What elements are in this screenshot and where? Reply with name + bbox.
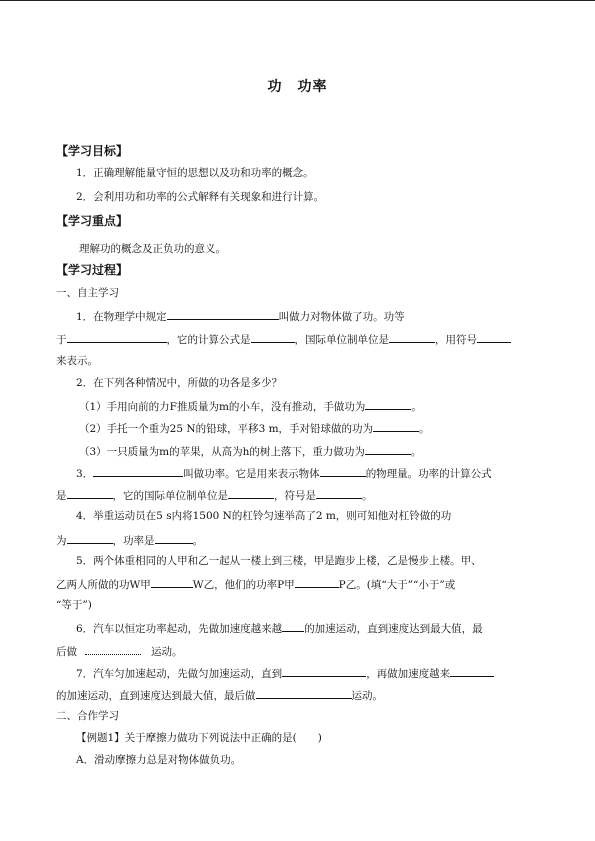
text: （3）一只质量为m的苹果，从高为h的树上落下，重力做功为 [79, 446, 365, 458]
text: 的物理量。功率的计算公式 [365, 468, 492, 480]
text: W乙，他们的功率P甲 [192, 579, 295, 591]
text: ，国际单位制单位是 [294, 334, 389, 346]
goal-item: 1．正确理解能量守恒的思想以及功和功率的概念。 [76, 167, 314, 179]
question-6-line-1 [76, 620, 483, 636]
question-6-line-2 [56, 643, 183, 659]
question-4-line-1: 4．举重运动员在5 s内将1500 N的杠铃匀速举高了2 m，则可知他对杠铃做的功 [76, 510, 452, 522]
text: 为 [56, 535, 67, 547]
blank[interactable] [85, 643, 141, 655]
text: 运动。 [351, 690, 383, 702]
text: 后做 [56, 646, 77, 658]
question-2-item-1 [79, 398, 422, 414]
text: 于 [56, 334, 67, 346]
blank[interactable] [67, 532, 113, 544]
example-1-option-a: A．滑动摩擦力总是对物体做负功。 [76, 754, 242, 766]
blank[interactable] [450, 665, 494, 677]
text: ，功率是 [112, 535, 155, 547]
text: 。 [362, 490, 373, 502]
text: 。 [410, 446, 422, 458]
blank[interactable] [155, 532, 193, 544]
blank[interactable] [389, 331, 435, 343]
part-heading: 一、自主学习 [56, 287, 119, 299]
question-2-item-2 [79, 420, 430, 436]
blank[interactable] [477, 331, 511, 343]
text: 的加速运动，直到速度达到最大值，最 [304, 623, 483, 635]
blank[interactable] [67, 331, 167, 343]
blank[interactable] [251, 331, 295, 343]
question-7-line-1 [76, 665, 494, 681]
blank[interactable] [316, 487, 362, 499]
question-5-line-2 [56, 576, 455, 592]
text: 叫做力对物体做了功。功等 [278, 311, 405, 323]
section-heading-goals: 【学习目标】 [56, 144, 129, 158]
text: 叫做功率。它是用来表示物体 [183, 468, 320, 480]
part-heading: 二、合作学习 [56, 710, 119, 722]
question-1-line-3: 来表示。 [56, 355, 98, 367]
question-2-stem: 2．在下列各种情况中，所做的功各是多少？ [76, 377, 283, 389]
text: 的加速运动，直到速度达到最大值，最后做 [56, 690, 256, 702]
blank[interactable] [167, 308, 279, 320]
blank[interactable] [93, 465, 183, 477]
text: （2）手托一个重为25 N的铅球，平移3 m，手对铅球做的功为 [79, 423, 374, 435]
blank[interactable] [282, 620, 304, 632]
text: ，用符号 [435, 334, 477, 346]
text: 7．汽车匀加速起动，先做匀加速运动，直到 [76, 668, 283, 680]
question-3-line-1 [76, 465, 492, 481]
text: 3． [76, 468, 94, 480]
question-7-line-2 [56, 687, 383, 703]
question-1-line-1 [76, 308, 405, 324]
blank[interactable] [67, 487, 113, 499]
blank[interactable] [295, 576, 339, 588]
blank[interactable] [282, 665, 366, 677]
example-1-stem: 【例题1】关于摩擦力做功下列说法中正确的是( ) [76, 732, 322, 744]
blank[interactable] [228, 487, 274, 499]
section-heading-focus: 【学习重点】 [56, 214, 129, 228]
text: ，再做加速度越来 [366, 668, 451, 680]
question-5-line-3: “等于”) [56, 599, 92, 611]
blank[interactable] [320, 465, 366, 477]
goal-item: 2．会利用功和功率的公式解释有关现象和进行计算。 [76, 191, 325, 203]
text: 。 [411, 401, 422, 413]
blank[interactable] [365, 443, 411, 455]
question-4-line-2 [56, 532, 203, 548]
text: ，符号是 [274, 490, 316, 502]
question-5-line-1: 5．两个体重相同的人甲和乙一起从一楼上到三楼，甲是跑步上楼，乙是慢步上楼。甲、 [76, 555, 482, 567]
blank[interactable] [151, 576, 193, 588]
text: P乙。(填“大于”“小于”或 [338, 579, 456, 591]
question-1-line-2 [56, 331, 511, 347]
text: 6．汽车以恒定功率起动，先做加速度越来越 [76, 623, 283, 635]
text: 是 [56, 490, 67, 502]
text: 。 [192, 535, 203, 547]
text: 1．在物理学中规定 [76, 311, 167, 323]
text: 。 [419, 423, 430, 435]
text: 运动。 [151, 646, 183, 658]
blank[interactable] [365, 398, 411, 410]
blank[interactable] [256, 687, 352, 699]
question-2-item-3 [79, 443, 421, 459]
page-top-rule [0, 0, 595, 1]
text: ，它的国际单位制单位是 [112, 490, 228, 502]
blank[interactable] [373, 420, 419, 432]
text: ，它的计算公式是 [166, 334, 251, 346]
focus-text: 理解功的概念及正负功的意义。 [79, 243, 226, 255]
page-title: 功 功率 [267, 79, 328, 95]
text: （1）手用向前的力F推质量为m的小车，没有推动，手做功为 [79, 401, 366, 413]
text: 乙两人所做的功W甲 [56, 579, 151, 591]
question-3-line-2 [56, 487, 373, 503]
section-heading-process: 【学习过程】 [56, 263, 129, 277]
